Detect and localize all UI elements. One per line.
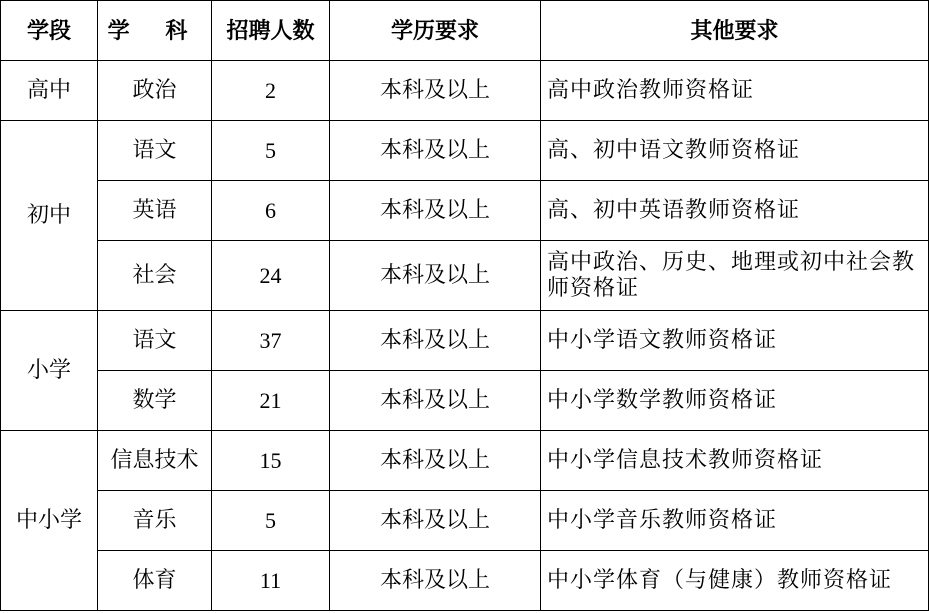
education-cell: 本科及以上 (330, 311, 541, 371)
subject-cell: 社会 (98, 241, 212, 311)
subject-cell: 信息技术 (98, 431, 212, 491)
table-row (1, 61, 929, 121)
table-row (1, 121, 929, 181)
other-cell: 高、初中语文教师资格证 (541, 121, 929, 181)
other-cell: 高中政治、历史、地理或初中社会教师资格证 (541, 241, 929, 311)
stage-cell: 初中 (1, 121, 98, 311)
education-cell: 本科及以上 (330, 491, 541, 551)
subject-cell: 语文 (98, 121, 212, 181)
subject-cell: 体育 (98, 551, 212, 611)
count-cell: 37 (212, 311, 330, 371)
stage-cell: 中小学 (1, 431, 98, 611)
table-row (1, 431, 929, 491)
education-cell: 本科及以上 (330, 121, 541, 181)
table-row (1, 551, 929, 611)
other-cell: 中小学体育（与健康）教师资格证 (541, 551, 929, 611)
header-stage: 学段 (1, 1, 98, 61)
count-cell: 15 (212, 431, 330, 491)
education-cell: 本科及以上 (330, 241, 541, 311)
education-cell: 本科及以上 (330, 371, 541, 431)
subject-cell: 政治 (98, 61, 212, 121)
count-cell: 5 (212, 121, 330, 181)
stage-cell: 高中 (1, 61, 98, 121)
header-other: 其他要求 (541, 1, 929, 61)
other-cell: 高中政治教师资格证 (541, 61, 929, 121)
education-cell: 本科及以上 (330, 551, 541, 611)
header-count: 招聘人数 (212, 1, 330, 61)
stage-cell: 小学 (1, 311, 98, 431)
other-cell: 中小学音乐教师资格证 (541, 491, 929, 551)
other-cell: 中小学数学教师资格证 (541, 371, 929, 431)
table-row (1, 241, 929, 311)
header-row (1, 1, 929, 61)
table-row (1, 491, 929, 551)
count-cell: 21 (212, 371, 330, 431)
education-cell: 本科及以上 (330, 431, 541, 491)
count-cell: 24 (212, 241, 330, 311)
count-cell: 6 (212, 181, 330, 241)
table-row (1, 311, 929, 371)
subject-cell: 英语 (98, 181, 212, 241)
count-cell: 11 (212, 551, 330, 611)
header-subject: 学 科 (98, 1, 212, 61)
header-education: 学历要求 (330, 1, 541, 61)
subject-cell: 数学 (98, 371, 212, 431)
count-cell: 2 (212, 61, 330, 121)
table-row (1, 181, 929, 241)
education-cell: 本科及以上 (330, 181, 541, 241)
table-row (1, 371, 929, 431)
education-cell: 本科及以上 (330, 61, 541, 121)
other-cell: 中小学语文教师资格证 (541, 311, 929, 371)
other-cell: 高、初中英语教师资格证 (541, 181, 929, 241)
subject-cell: 音乐 (98, 491, 212, 551)
count-cell: 5 (212, 491, 330, 551)
other-cell: 中小学信息技术教师资格证 (541, 431, 929, 491)
subject-cell: 语文 (98, 311, 212, 371)
